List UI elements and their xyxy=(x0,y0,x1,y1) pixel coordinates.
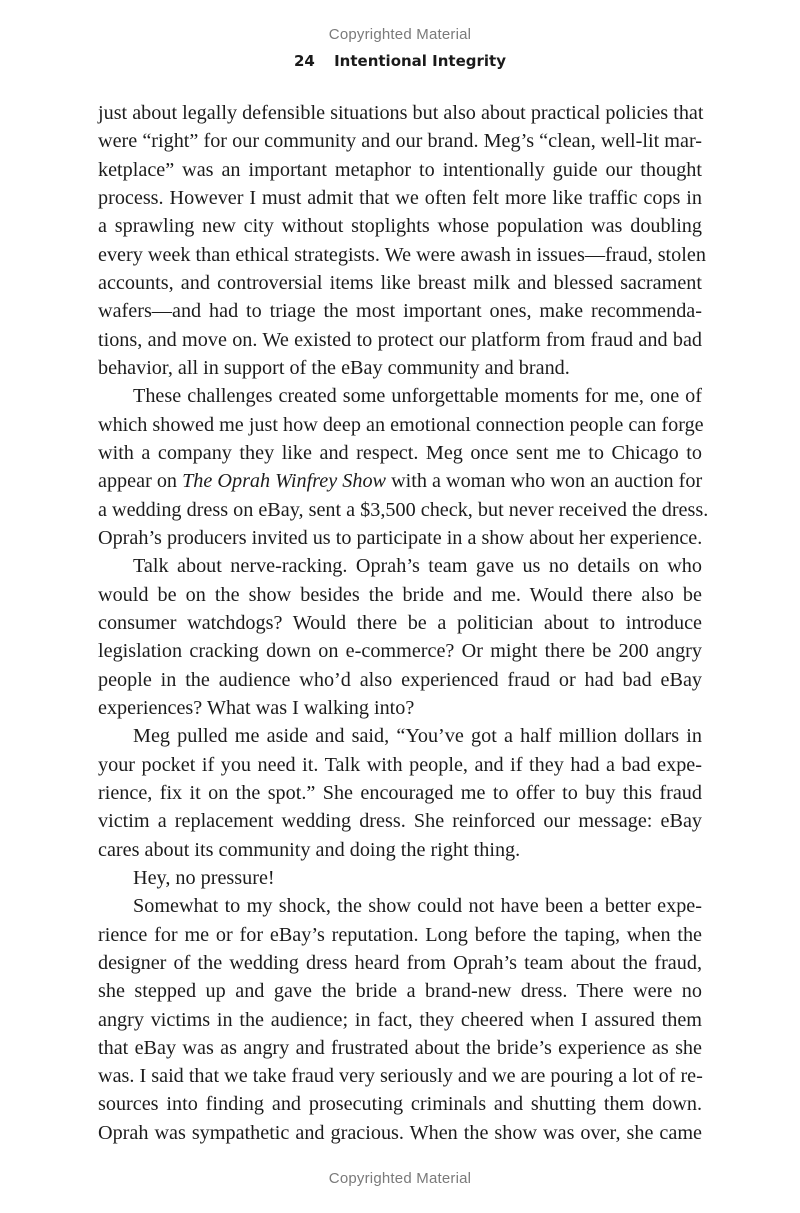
paragraph-start-line: Talk about nerve-racking. Oprah’s team gave us no details on who xyxy=(133,555,702,578)
show-title-italic: The Oprah Winfrey Show xyxy=(182,470,387,493)
text-line: every week than ethical strategists. We were awash in issues—fraud, stolen xyxy=(98,243,706,266)
text-line: designer of the wedding dress heard from Oprah’s team about the fraud, xyxy=(98,951,702,974)
text-line: just about legally defensible situations but also about practical policies that xyxy=(98,102,704,124)
text-line: rience, fix it on the spot.” She encouraged me to offer to buy this fraud xyxy=(98,781,702,804)
text-line: that eBay was as angry and frustrated about the bride’s experience as she xyxy=(98,1036,702,1059)
text-line: cares about its community and doing the right thing. xyxy=(98,838,521,861)
text-line: accounts, and controversial items like breast milk and blessed sacrament xyxy=(98,271,702,294)
text-line: victim a replacement wedding dress. She reinforced our message: eBay xyxy=(98,810,702,833)
text-line: behavior, all in support of the eBay community and brand. xyxy=(98,356,570,379)
copyright-watermark-top: Copyrighted Material xyxy=(328,26,472,43)
paragraph-start-line: Hey, no pressure! xyxy=(133,866,275,889)
text-line: Oprah was sympathetic and gracious. When the show was over, she came xyxy=(98,1121,702,1144)
text-line: angry victims in the audience; in fact, they cheered when I assured them xyxy=(98,1008,702,1031)
text-line: process. However I must admit that we often felt more like traffic cops in xyxy=(98,186,702,209)
text-line: rience for me or for eBay’s reputation. Long before the taping, when the xyxy=(98,923,702,946)
text-line: a sprawling new city without stoplights whose population was doubling xyxy=(98,215,702,238)
text-line: which showed me just how deep an emotional connection people can forge xyxy=(98,413,704,436)
paragraph-start-line: Somewhat to my shock, the show could not have been a better expe- xyxy=(133,895,702,918)
text-line: a wedding dress on eBay, sent a $3,500 check, but never received the dress. xyxy=(98,498,709,521)
copyright-watermark-bottom: Copyrighted Material xyxy=(328,1170,472,1187)
text-line: tions, and move on. We existed to protect our platform from fraud and bad xyxy=(98,328,702,351)
page-number: 24 xyxy=(293,52,315,70)
text-line xyxy=(98,467,702,495)
text-fragment: appear on xyxy=(98,470,183,493)
body-text xyxy=(98,99,709,1147)
text-line: she stepped up and gave the bride a brand-new dress. There were no xyxy=(98,980,702,1003)
text-line: people in the audience who’d also experienced fraud or had bad eBay xyxy=(98,668,702,691)
text-line: your pocket if you need it. Talk with people, and if they had a bad expe- xyxy=(98,753,702,776)
text-line: was. I said that we take fraud very seriously and we are pouring a lot of re- xyxy=(98,1065,703,1088)
text-line: were “right” for our community and our brand. Meg’s “clean, well-lit mar- xyxy=(98,130,702,153)
paragraph-start-line: These challenges created some unforgettable moments for me, one of xyxy=(133,385,702,408)
text-line: would be on the show besides the bride and me. Would there also be xyxy=(98,583,702,606)
text-line: legislation cracking down on e-commerce? Or might there be 200 angry xyxy=(98,640,702,663)
text-line: wafers—and had to triage the most important ones, make recommenda- xyxy=(98,300,702,323)
text-line: ketplace” was an important metaphor to intentionally guide our thought xyxy=(98,158,702,181)
paragraph-start-line: Meg pulled me aside and said, “You’ve got a half million dollars in xyxy=(133,725,702,748)
text-fragment: with a woman who won an auction for xyxy=(386,470,703,493)
text-line: with a company they like and respect. Meg once sent me to Chicago to xyxy=(98,441,702,464)
text-line: sources into finding and prosecuting criminals and shutting them down. xyxy=(98,1093,702,1116)
text-line: consumer watchdogs? Would there be a politician about to introduce xyxy=(98,611,702,634)
running-head xyxy=(0,52,800,70)
text-line: Oprah’s producers invited us to participate in a show about her experience. xyxy=(98,526,703,549)
chapter-title: Intentional Integrity xyxy=(334,52,506,70)
text-line: experiences? What was I walking into? xyxy=(98,696,415,719)
